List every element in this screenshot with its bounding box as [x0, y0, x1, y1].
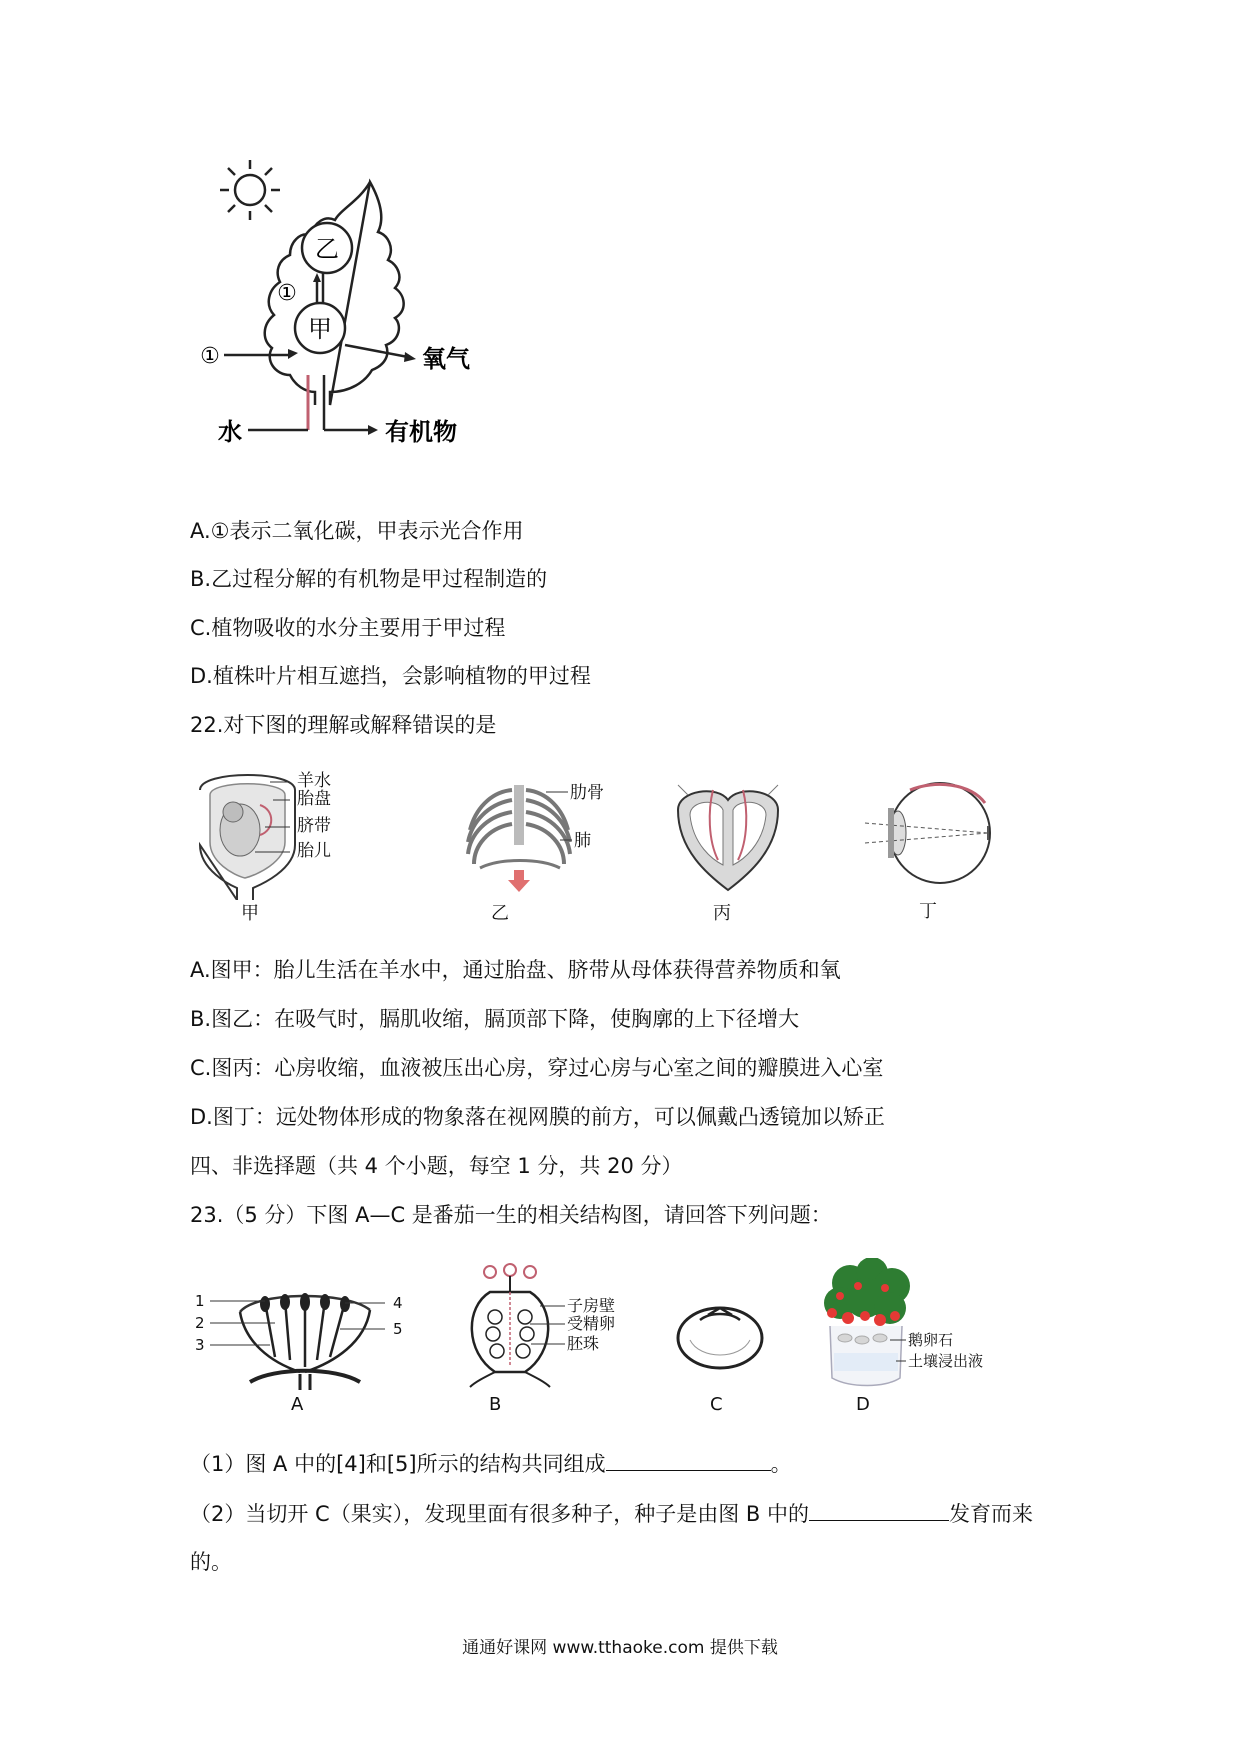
q23-sub1-blank[interactable]	[606, 1448, 771, 1471]
page-footer: 通通好课网 www.tthaoke.com 提供下载	[462, 1638, 778, 1658]
label-water: 水	[218, 418, 242, 446]
q23-sub1-text: （1）图 A 中的[4]和[5]所示的结构共同组成	[190, 1452, 606, 1476]
caption-jia: 甲	[241, 903, 259, 924]
q23-sub2-text: （2）当切开 C（果实），发现里面有很多种子，种子是由图 B 中的	[190, 1502, 809, 1526]
flower-num-5: 5	[393, 1320, 403, 1338]
tomato-diagram	[670, 1300, 770, 1370]
q23-stem: 23.（5 分）下图 A—C 是番茄一生的相关结构图，请回答下列问题：	[190, 1203, 832, 1227]
fetus-label-2: 胎盘	[297, 789, 331, 809]
caption-a: A	[291, 1394, 304, 1415]
circle-yi-label: 乙	[315, 235, 339, 263]
fig-fruit-c	[670, 1300, 770, 1417]
sun-icon	[220, 160, 280, 220]
fig-ribcage	[450, 780, 610, 930]
plant-label-1: 鹅卵石	[908, 1331, 954, 1349]
q23-sub2-continuation: 的。	[190, 1550, 232, 1574]
fetus-label-1: 羊水	[297, 771, 331, 791]
fig-plant-d	[810, 1258, 1010, 1417]
caption-yi: 乙	[491, 903, 509, 924]
q21-option-b: B.乙过程分解的有机物是甲过程制造的	[190, 567, 548, 591]
q22-option-b: B.图乙：在吸气时，膈肌收缩，膈顶部下降，使胸廓的上下径增大	[190, 1007, 800, 1031]
fig-heart	[668, 780, 788, 930]
section-4-title: 四、非选择题（共 4 个小题，每空 1 分，共 20 分）	[190, 1154, 683, 1178]
label-oxygen: 氧气	[422, 345, 470, 373]
potted-plant-diagram	[810, 1258, 1010, 1393]
ribcage-label-1: 肋骨	[570, 783, 604, 803]
flower-diagram	[195, 1282, 415, 1392]
heart-diagram	[668, 780, 788, 895]
ovary-label-2: 受精卵	[567, 1314, 616, 1333]
q23-sub1	[190, 1448, 792, 1478]
caption-ding: 丁	[919, 901, 937, 922]
q21-option-d: D.植株叶片相互遮挡，会影响植物的甲过程	[190, 664, 591, 688]
fig-eye	[860, 778, 1010, 930]
q22-stem: 22.对下图的理解或解释错误的是	[190, 713, 497, 737]
fetus-label-4: 胎儿	[297, 841, 331, 861]
ovary-label-3: 胚珠	[567, 1334, 600, 1353]
q21-option-c: C.植物吸收的水分主要用于甲过程	[190, 616, 506, 640]
q22-option-d: D.图丁：远处物体形成的物象落在视网膜的前方，可以佩戴凸透镜加以矫正	[190, 1105, 885, 1129]
circle-jia-label: 甲	[308, 315, 332, 343]
q22-option-c: C.图丙：心房收缩，血液被压出心房，穿过心房与心室之间的瓣膜进入心室	[190, 1056, 884, 1080]
caption-d: D	[856, 1394, 870, 1415]
fetus-diagram	[185, 770, 365, 900]
ribcage-label-2: 肺	[574, 831, 591, 851]
ovary-label-1: 子房壁	[567, 1296, 616, 1315]
fig-flower-a	[195, 1282, 415, 1417]
q23-sub2-blank[interactable]	[809, 1498, 949, 1521]
flower-num-2: 2	[195, 1314, 205, 1332]
q22-option-a: A.图甲：胎儿生活在羊水中，通过胎盘、脐带从母体获得营养物质和氧	[190, 958, 841, 982]
plant-label-2: 土壤浸出液	[908, 1352, 984, 1370]
caption-bing: 丙	[713, 903, 731, 924]
caption-b: B	[489, 1394, 502, 1415]
fetus-label-3: 脐带	[297, 816, 331, 836]
q23-sub1-end: 。	[770, 1452, 792, 1476]
fig-ovary-b	[455, 1262, 635, 1417]
q23-sub2-end: 发育而来	[948, 1502, 1033, 1526]
leaf-figure	[190, 160, 530, 500]
label-organic: 有机物	[385, 418, 457, 446]
eye-diagram	[860, 778, 1010, 893]
flower-num-1: 1	[195, 1292, 205, 1310]
marker-left: ①	[200, 344, 220, 369]
caption-c: C	[710, 1394, 723, 1415]
leaf-diagram	[190, 160, 530, 500]
q23-sub2	[190, 1498, 1033, 1528]
marker-inner: ①	[277, 281, 297, 306]
flower-num-3: 3	[195, 1336, 205, 1354]
q21-option-a: A.①表示二氧化碳，甲表示光合作用	[190, 519, 524, 543]
flower-num-4: 4	[393, 1294, 403, 1312]
fig-fetus	[185, 770, 365, 930]
